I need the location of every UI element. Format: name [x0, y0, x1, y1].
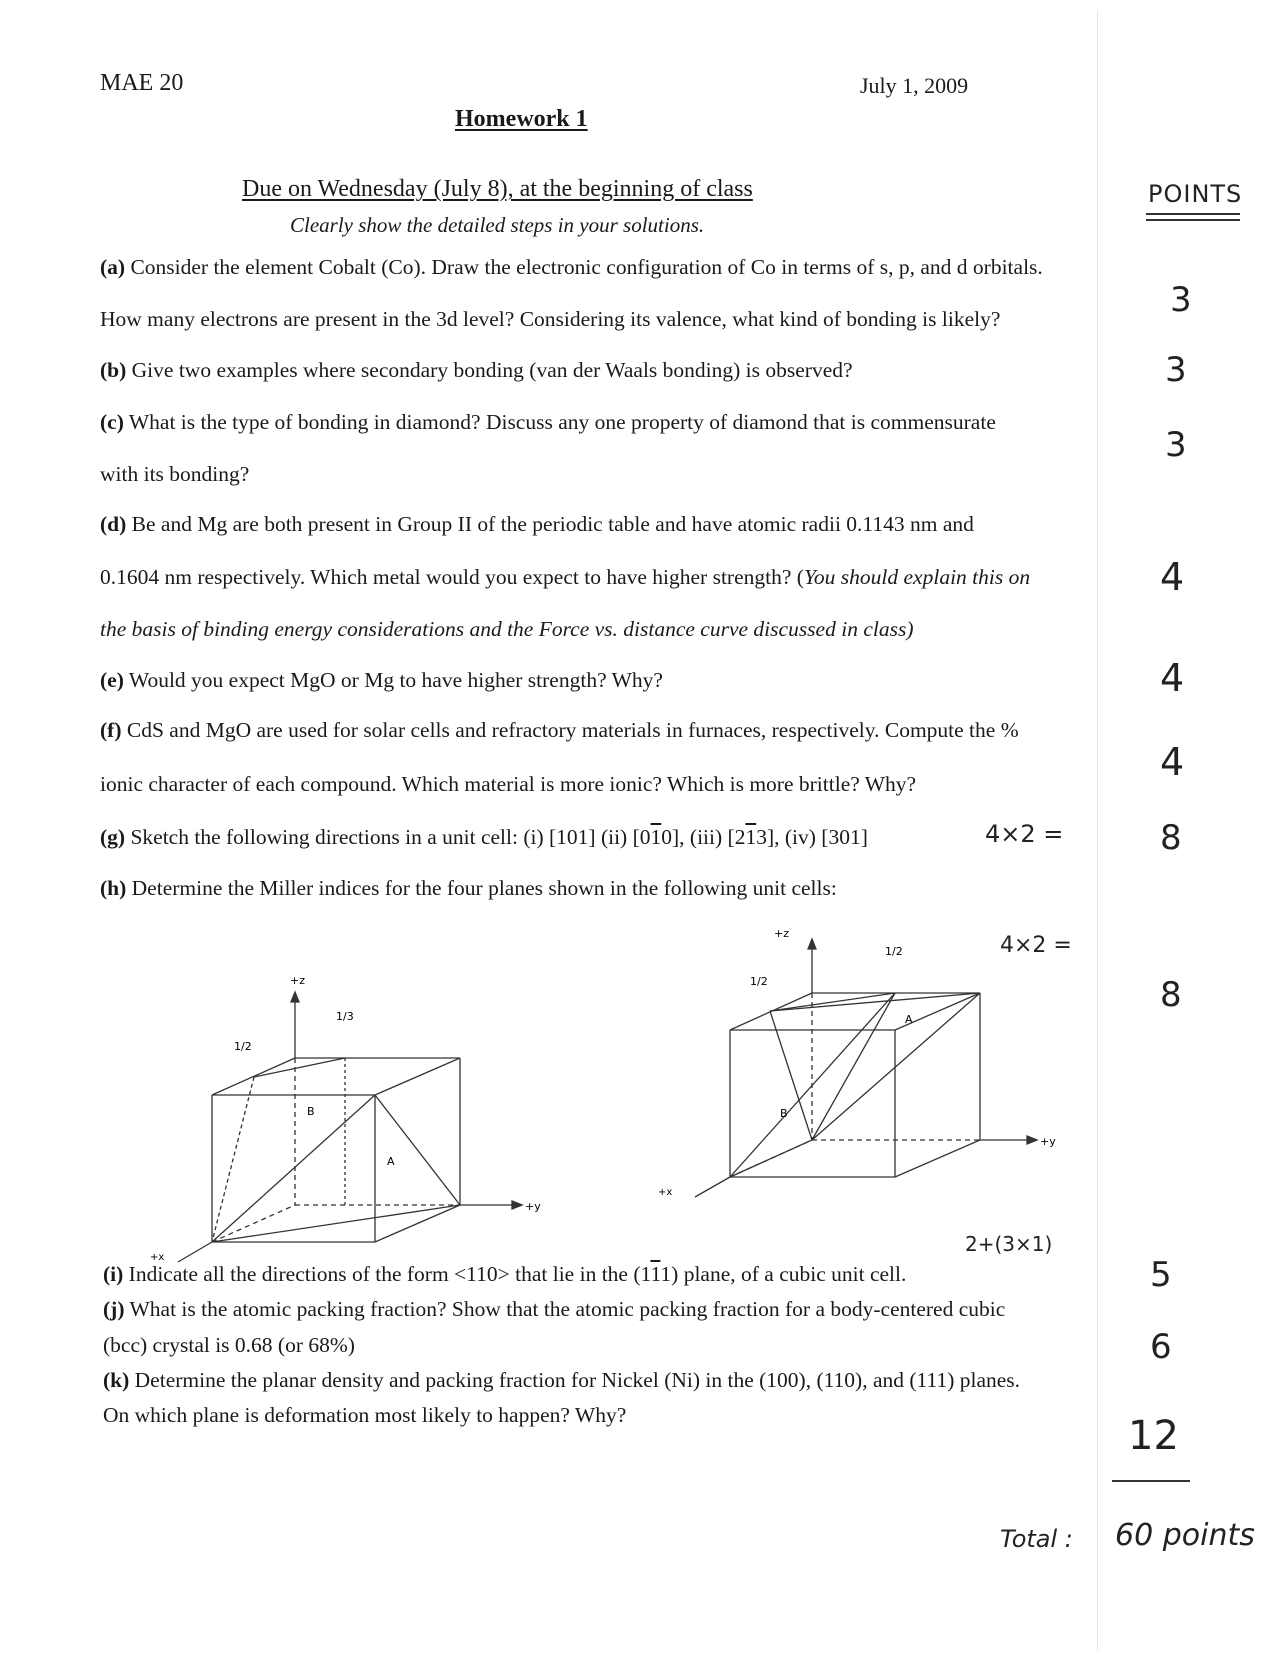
unit-cell-figure-right [650, 925, 1056, 1245]
header-date: July 1, 2009 [860, 73, 969, 98]
left-z-label: +z [290, 974, 305, 987]
question-a-line-1: (a) Consider the element Cobalt (Co). Draw the electronic configuration of Co in terms of s, p, and d orbitals. [100, 255, 1043, 279]
question-d-line-1: (d) Be and Mg are both present in Group II of the periodic table and have atomic radii 0.1143 nm and [100, 512, 974, 536]
right-half-fraction-left: 1/2 [750, 975, 768, 988]
note-g: 4×2 = [985, 820, 1064, 848]
question-f-line-1: (f) CdS and MgO are used for solar cells and refractory materials in furnaces, respectively. Compute the % [100, 718, 1019, 742]
plane-b-edge [254, 1058, 345, 1077]
left-plane-b-label: B [307, 1105, 315, 1118]
left-plane-a-label: A [387, 1155, 395, 1168]
question-h-line-1: (h) Determine the Miller indices for the four planes shown in the following unit cells: [100, 876, 837, 900]
question-j-line-2: (bcc) crystal is 0.68 (or 68%) [103, 1333, 355, 1357]
right-plane-a-label: A [905, 1013, 913, 1026]
unit-cell-figure-left [150, 940, 550, 1263]
y-arrow [1027, 1136, 1037, 1144]
course-code: MAE 20 [100, 70, 184, 96]
x-axis [178, 1242, 212, 1262]
points-c: 3 [1165, 425, 1187, 465]
question-k-line-1: (k) Determine the planar density and packing fraction for Nickel (Ni) in the (100), (110), and (111) planes. [103, 1368, 1021, 1392]
x-axis [695, 1177, 730, 1197]
question-d-line-3: the basis of binding energy considerations and the Force vs. distance curve discussed in class) [100, 617, 914, 641]
question-e-line-1: (e) Would you expect MgO or Mg to have higher strength? Why? [100, 668, 663, 692]
question-b-line-1: (b) Give two examples where secondary bonding (van der Waals bonding) is observed? [100, 358, 853, 382]
edge [895, 1140, 980, 1177]
y-arrow [512, 1201, 522, 1209]
right-z-label: +z [774, 927, 789, 940]
plane-a-edge [212, 1205, 460, 1242]
plane-a-edge [212, 1095, 375, 1242]
left-y-label: +y [525, 1200, 541, 1213]
points-underline-2 [1146, 219, 1240, 221]
points-header: POINTS [1148, 180, 1243, 208]
question-j-line-1: (j) What is the atomic packing fraction? Show that the atomic packing fraction for a body-centered cubic [103, 1297, 1006, 1321]
edge [212, 1058, 295, 1095]
points-g: 8 [1160, 818, 1182, 858]
right-plane-b-label: B [780, 1107, 788, 1120]
points-j: 6 [1150, 1327, 1172, 1367]
points-a: 3 [1170, 280, 1192, 320]
margin-edge [1097, 10, 1098, 1650]
right-y-label: +y [1040, 1135, 1056, 1148]
note-i: 2+(3×1) [965, 1232, 1053, 1256]
question-i-line-1: (i) Indicate all the directions of the form <110> that lie in the (111) plane, of a cubic unit cell. [103, 1262, 907, 1286]
z-arrow [808, 939, 816, 949]
due-date: Due on Wednesday (July 8), at the beginning of class [242, 176, 753, 202]
page-title: Homework 1 [455, 106, 588, 132]
total-divider [1112, 1480, 1190, 1482]
points-i: 5 [1150, 1255, 1172, 1295]
question-c-line-2: with its bonding? [100, 462, 250, 486]
plane-a-edge [812, 993, 980, 1140]
edge [375, 1058, 460, 1095]
note-h: 4×2 = [1000, 933, 1072, 958]
plane-b-edge [730, 1140, 812, 1177]
question-k-line-2: On which plane is deformation most likely to happen? Why? [103, 1403, 627, 1427]
points-f: 4 [1160, 740, 1185, 784]
plane-a-edge [375, 1095, 460, 1205]
edge [375, 1205, 460, 1242]
question-g-line-1: (g) Sketch the following directions in a unit cell: (i) [101] (ii) [010], (iii) [213], (iv) [301] [100, 825, 868, 849]
points-e: 4 [1160, 656, 1185, 700]
question-c-line-1: (c) What is the type of bonding in diamond? Discuss any one property of diamond that is commensurate [100, 410, 996, 434]
right-half-fraction-top: 1/2 [885, 945, 903, 958]
question-a-line-2: How many electrons are present in the 3d level? Considering its valence, what kind of bonding is likely? [100, 307, 1001, 331]
points-h: 8 [1160, 975, 1182, 1015]
left-third-fraction: 1/3 [336, 1010, 354, 1023]
question-f-line-2: ionic character of each compound. Which material is more ionic? Which is more brittle? Why? [100, 772, 917, 796]
left-x-label: +x [150, 1252, 165, 1263]
points-k: 12 [1128, 1413, 1179, 1459]
points-b: 3 [1165, 350, 1187, 390]
total-label: Total : [1000, 1525, 1073, 1553]
left-half-fraction: 1/2 [234, 1040, 252, 1053]
total-points: 60 points [1115, 1518, 1255, 1553]
z-arrow [291, 992, 299, 1002]
right-x-label: +x [658, 1187, 673, 1198]
question-d-line-2: 0.1604 nm respectively. Which metal would you expect to have higher strength? (You should explain this on [100, 565, 1031, 589]
points-d: 4 [1160, 555, 1185, 599]
plane-a-edge [812, 993, 895, 1140]
points-underline-1 [1146, 213, 1240, 215]
instruction-text: Clearly show the detailed steps in your solutions. [290, 213, 705, 237]
plane-b-edge [212, 1077, 254, 1242]
